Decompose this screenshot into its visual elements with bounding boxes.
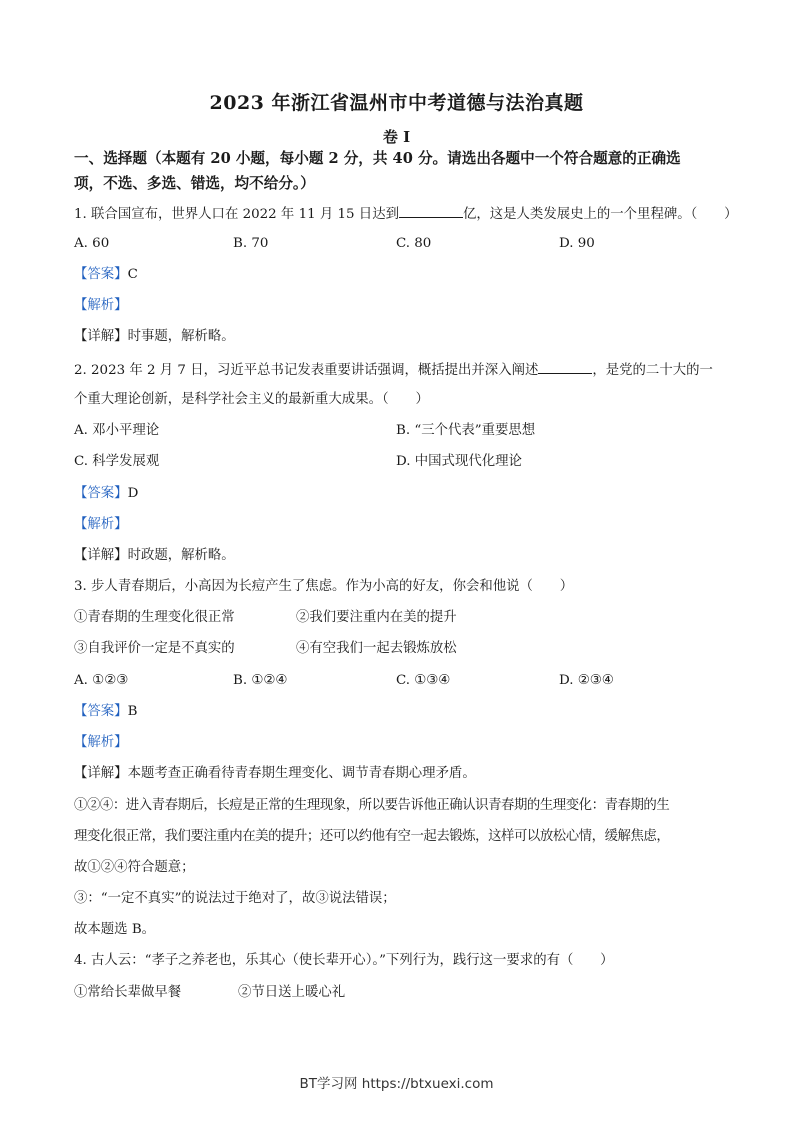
q3-detail-line — [74, 765, 476, 783]
q3-option-b: B. ①②④ — [233, 673, 288, 688]
q3-detail: 本题考查正确看待青春期生理变化、调节青春期心理矛盾。 — [127, 766, 476, 781]
q3-explanation-line3: 故①②④符合题意； — [74, 860, 195, 875]
q2-detail: 时政题，解析略。 — [127, 548, 235, 563]
q3-item-4: ④有空我们一起去锻炼放松 — [296, 641, 457, 656]
page-title: 2023 年浙江省温州市中考道德与法治真题 — [209, 92, 584, 114]
q1-option-d: D. 90 — [559, 236, 595, 251]
q2-answer-tag: 【答案】 — [74, 486, 128, 501]
q1-option-a: A. 60 — [74, 236, 110, 251]
q3-detail-tag: 【详解】 — [74, 766, 128, 781]
q3-explanation-line5: 故本题选 B。 — [74, 922, 156, 937]
q3-answer: B — [127, 704, 138, 719]
q3-item-2: ②我们要注重内在美的提升 — [296, 610, 457, 625]
q3-option-c: C. ①③④ — [396, 673, 451, 688]
q2-stem-line1 — [74, 360, 713, 380]
section-heading-line1: 一、选择题（本题有 20 小题，每小题 2 分，共 40 分。请选出各题中一个符合题意的正确选 — [74, 150, 681, 167]
q1-answer-line — [74, 266, 138, 284]
q1-answer-tag: 【答案】 — [74, 267, 128, 282]
q2-analysis-tag: 【解析】 — [74, 517, 128, 532]
q1-detail-line — [74, 328, 235, 346]
q2-answer-line — [74, 485, 138, 503]
q2-answer: D — [127, 486, 139, 501]
volume-label: 卷 I — [382, 128, 411, 146]
q2-detail-line — [74, 547, 235, 565]
q2-option-c: C. 科学发展观 — [74, 454, 160, 469]
q1-stem-part1: 1. 联合国宣布，世界人口在 2022 年 11 月 15 日达到 — [74, 207, 399, 222]
q3-explanation-line4: ③：“一定不真实”的说法过于绝对了，故③说法错误； — [74, 891, 396, 906]
q1-analysis-tag: 【解析】 — [74, 298, 128, 313]
q1-detail-tag: 【详解】 — [74, 329, 128, 344]
q3-item-3: ③自我评价一定是不真实的 — [74, 641, 235, 656]
q3-analysis-tag: 【解析】 — [74, 735, 128, 750]
q4-stem: 4. 古人云：“孝子之养老也，乐其心（使长辈开心）。”下列行为，践行这一要求的有（ ） — [74, 953, 614, 968]
q2-option-b: B. “三个代表”重要思想 — [396, 423, 536, 438]
q1-option-b: B. 70 — [233, 236, 269, 251]
q4-item-2: ②节日送上暖心礼 — [238, 985, 346, 1000]
q3-explanation-line2: 理变化很正常，我们要注重内在美的提升；还可以约他有空一起去锻炼，这样可以放松心情，缓解焦虑， — [74, 829, 670, 844]
q3-stem: 3. 步人青春期后，小高因为长痘产生了焦虑。作为小高的好友，你会和他说（ ） — [74, 579, 574, 594]
q1-blank — [399, 204, 463, 218]
section-heading-line2: 项，不选、多选、错选，均不给分。） — [74, 175, 315, 192]
q3-option-d: D. ②③④ — [559, 673, 614, 688]
q1-detail: 时事题，解析略。 — [127, 329, 235, 344]
q3-answer-tag: 【答案】 — [74, 704, 128, 719]
q2-blank — [538, 360, 592, 374]
q3-option-a: A. ①②③ — [74, 673, 129, 688]
q2-stem-part1: 2. 2023 年 2 月 7 日，习近平总书记发表重要讲话强调，概括提出并深入阐述 — [74, 363, 539, 378]
q1-answer: C — [127, 267, 138, 282]
q1-option-c: C. 80 — [396, 236, 432, 251]
q2-detail-tag: 【详解】 — [74, 548, 128, 563]
footer-watermark: BT学习网 https://btxuexi.com — [299, 1076, 494, 1092]
q2-option-d: D. 中国式现代化理论 — [396, 454, 522, 469]
q3-explanation-line1: ①②④：进入青春期后，长痘是正常的生理现象，所以要告诉他正确认识青春期的生理变化：青春期的生 — [74, 798, 670, 813]
q2-stem-part2: ，是党的二十大的一 — [592, 363, 713, 378]
q2-option-a: A. 邓小平理论 — [74, 423, 160, 438]
q2-stem-line2: 个重大理论创新，是科学社会主义的最新重大成果。（ ） — [74, 392, 429, 407]
q1-stem — [74, 204, 738, 224]
q4-item-1: ①常给长辈做早餐 — [74, 985, 182, 1000]
q3-answer-line — [74, 703, 137, 721]
q1-stem-part2: 亿，这是人类发展史上的一个里程碑。（ ） — [462, 207, 738, 222]
q3-item-1: ①青春期的生理变化很正常 — [74, 610, 235, 625]
